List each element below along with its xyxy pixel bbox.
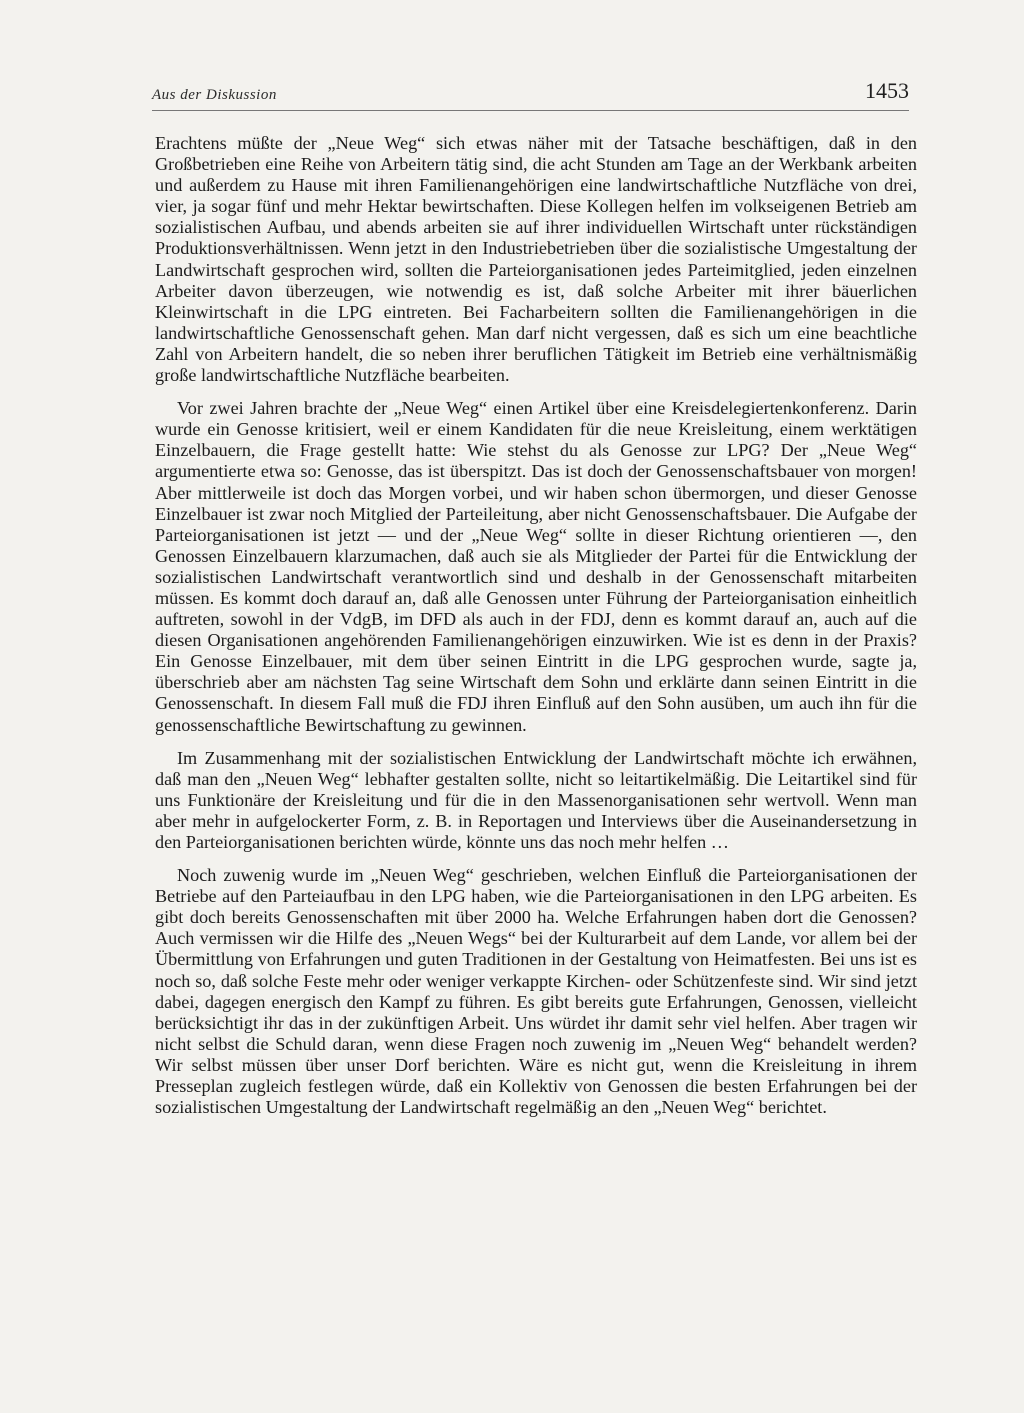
paragraph-3: Im Zusammenhang mit der sozialistischen Entwicklung der Landwirtschaft möchte ich erwähnen, daß man den „Neuen Weg“ lebhafter gestalten sollte, nicht so leitartikelmäßig. Die Leitartikel sind für uns Funktionäre der Kreisleitung und für die in den Massenorganisationen sehr wertvoll. Wenn man aber mehr in aufgelockerter Form, z. B. in Reportagen und Interviews über die Auseinandersetzung in den Parteiorganisationen berichten würde, könnte uns das noch mehr helfen …	[155, 747, 917, 852]
paragraph-4: Noch zuwenig wurde im „Neuen Weg“ geschrieben, welchen Einfluß die Parteiorganisationen der Betriebe auf den Parteiaufbau in den LPG haben, wie die Parteiorganisationen in den LPG arbeiten. Es gibt doch bereits Genossenschaften mit über 2000 ha. Welche Erfahrungen haben dort die Genossen? Auch vermissen wir die Hilfe des „Neuen Wegs“ bei der Kulturarbeit auf dem Lande, vor allem bei der Übermittlung von Erfahrungen und guten Traditionen in der Gestaltung von Heimatfesten. Bei uns ist es noch so, daß solche Feste mehr oder weniger verkappte Kirchen- oder Schützenfeste sind. Wir sind jetzt dabei, dagegen energisch den Kampf zu führen. Es gibt bereits gute Erfahrungen, Genossen, vielleicht berücksichtigt ihr das in der zukünftigen Arbeit. Uns würdet ihr damit sehr viel helfen. Aber tragen wir nicht selbst die Schuld daran, wenn diese Fragen noch zuwenig im „Neuen Weg“ behandelt werden? Wir selbst müssen über unser Dorf berichten. Wäre es nicht gut, wenn die Kreisleitung in ihrem Presseplan zugleich festlegen würde, daß ein Kollektiv von Genossen die besten Erfahrungen bei der sozialistischen Umgestaltung der Landwirtschaft regelmäßig an den „Neuen Weg“ berichtet.	[155, 865, 917, 1118]
paragraph-2: Vor zwei Jahren brachte der „Neue Weg“ einen Artikel über eine Kreisdelegiertenkonferenz. Darin wurde ein Genosse kritisiert, weil er einem Kandidaten für die neue Kreisleitung, einem werktätigen Einzelbauern, die Frage gestellt hatte: Wie stehst du als Genosse zur LPG? Der „Neue Weg“ argumentierte etwa so: Genosse, das ist überspitzt. Das ist doch der Genossenschaftsbauer von morgen! Aber mittlerweile ist doch das Morgen vorbei, und wir haben schon übermorgen, und dieser Genosse Einzelbauer ist zwar noch Mitglied der Parteileitung, aber nicht Genossenschaftsbauer. Die Aufgabe der Parteiorganisationen ist jetzt — und der „Neue Weg“ sollte in dieser Richtung orientieren —, den Genossen Einzelbauern klarzumachen, daß auch sie als Mitglieder der Partei für die Entwicklung der sozialistischen Landwirtschaft verantwortlich sind und deshalb in der Genossenschaft mitarbeiten müssen. Es kommt doch darauf an, daß alle Genossen unter Führung der Parteiorganisation einheitlich auftreten, sowohl in der VdgB, im DFD als auch in der FDJ, denn es kommt darauf an, auch auf die diesen Organisationen angehörenden Familienangehörigen einzuwirken. Wie ist es denn in der Praxis? Ein Genosse Einzelbauer, mit dem über seinen Eintritt in die LPG gesprochen wurde, sagte ja, überschrieb aber am nächsten Tag seine Wirtschaft dem Sohn und erklärte dann seinen Eintritt in die Genossenschaft. In diesem Fall muß die FDJ ihren Einfluß auf den Sohn ausüben, um auch ihn für die genossenschaftliche Bewirtschaftung zu gewinnen.	[155, 398, 917, 735]
body-text	[155, 133, 917, 1130]
paragraph-1: Erachtens müßte der „Neue Weg“ sich etwas näher mit der Tatsache beschäftigen, daß in den Großbetrieben eine Reihe von Arbeitern tätig sind, die acht Stunden am Tage an der Werkbank arbeiten und außerdem zu Hause mit ihren Familienangehörigen eine landwirtschaftliche Nutzfläche von drei, vier, ja sogar fünf und mehr Hektar bewirtschaften. Diese Kollegen helfen im volkseigenen Betrieb am sozialistischen Aufbau, und abends arbeiten sie auf ihrer individuellen Wirtschaft unter rückständigen Produktionsverhältnissen. Wenn jetzt in den Industriebetrieben über die sozialistische Umgestaltung der Landwirtschaft gesprochen wird, sollten die Parteiorganisationen jedes Parteimitglied, jeden einzelnen Arbeiter davon überzeugen, wie notwendig es ist, daß solche Arbeiter mit ihrer bäuerlichen Kleinwirtschaft in die LPG eintreten. Bei Facharbeitern sollten die Familienangehörigen in die landwirtschaftliche Genossenschaft gehen. Man darf nicht vergessen, daß es sich um eine beachtliche Zahl von Arbeitern handelt, die so neben ihrer beruflichen Tätigkeit im Betrieb eine verhältnismäßig große landwirtschaftliche Nutzfläche bearbeiten.	[155, 133, 917, 386]
header-rule	[152, 110, 909, 111]
page-number: 1453	[865, 78, 909, 103]
running-head: Aus der Diskussion	[152, 87, 277, 103]
